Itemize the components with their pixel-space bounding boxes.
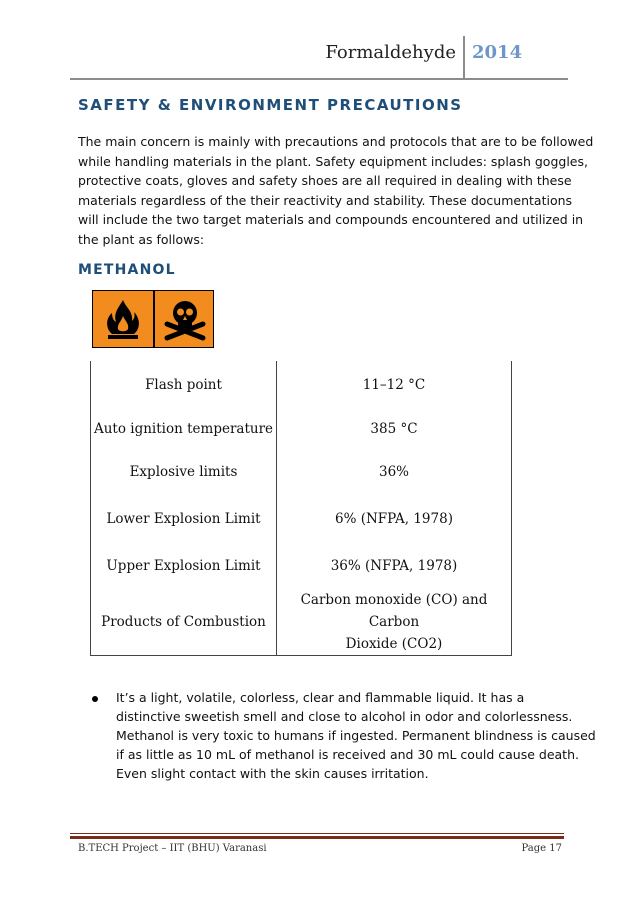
- section-heading: SAFETY & ENVIRONMENT PRECAUTIONS: [78, 96, 463, 114]
- bullet-text: [116, 688, 596, 783]
- intro-line: protective coats, gloves and safety shoes are all required in dealing with these: [78, 173, 572, 188]
- bullet-line: if as little as 10 mL of methanol is received and 30 mL could cause death.: [116, 747, 579, 762]
- header-rule: [70, 78, 568, 80]
- hazard-pictograms: [92, 290, 214, 348]
- table-row: [91, 408, 512, 449]
- header-title: Formaldehyde: [325, 42, 456, 63]
- property-value-line: Dioxide (CO2): [345, 636, 443, 652]
- header-year: 2014: [472, 42, 523, 63]
- table-row: [91, 361, 512, 408]
- footer-rule-thick: [70, 836, 564, 839]
- methanol-description-bullet: [92, 688, 596, 783]
- intro-line: the plant as follows:: [78, 231, 205, 247]
- bullet-line: distinctive sweetish smell and close to alcohol in odor and colorlessness.: [116, 709, 573, 724]
- table-row: [91, 542, 512, 589]
- property-value: 6% (NFPA, 1978): [277, 495, 512, 542]
- property-value: 36% (NFPA, 1978): [277, 542, 512, 589]
- intro-paragraph: [78, 132, 594, 249]
- property-value: 36%: [277, 449, 512, 495]
- intro-line: The main concern is mainly with precautions and protocols that are to be followed: [78, 134, 594, 149]
- intro-line: materials regardless of the their reactivity and stability. These documentations: [78, 192, 573, 208]
- methanol-heading: METHANOL: [78, 262, 176, 278]
- footer-project: B.TECH Project – IIT (BHU) Varanasi: [78, 843, 267, 854]
- property-value-line: Carbon monoxide (CO) and Carbon: [300, 592, 488, 630]
- property-name: Products of Combustion: [91, 589, 277, 656]
- table-row: [91, 495, 512, 542]
- property-name: Auto ignition temperature: [91, 408, 277, 449]
- bullet-line: It’s a light, volatile, colorless, clear and flammable liquid. It has a: [116, 690, 525, 705]
- footer-page-number: Page 17: [521, 843, 562, 854]
- intro-line: while handling materials in the plant. Safety equipment includes: splash goggles,: [78, 153, 588, 169]
- header-divider: [463, 36, 465, 80]
- table-row: [91, 449, 512, 495]
- footer-rule: [70, 833, 564, 834]
- table-row: [91, 589, 512, 656]
- property-name: Upper Explosion Limit: [91, 542, 277, 589]
- flammable-icon: [93, 291, 153, 347]
- property-name: Flash point: [91, 361, 277, 408]
- intro-line: will include the two target materials and compounds encountered and utilized in: [78, 212, 584, 227]
- bullet-icon: [92, 696, 98, 702]
- property-value: 11–12 °C: [277, 361, 512, 408]
- bullet-line: Methanol is very toxic to humans if ingested. Permanent blindness is caused: [116, 728, 596, 743]
- property-value: 385 °C: [277, 408, 512, 449]
- property-name: Lower Explosion Limit: [91, 495, 277, 542]
- bullet-line: Even slight contact with the skin causes irritation.: [116, 766, 429, 781]
- property-value: [277, 589, 512, 656]
- toxic-skull-icon: [153, 291, 213, 347]
- property-name: Explosive limits: [91, 449, 277, 495]
- methanol-properties-table: [90, 361, 512, 656]
